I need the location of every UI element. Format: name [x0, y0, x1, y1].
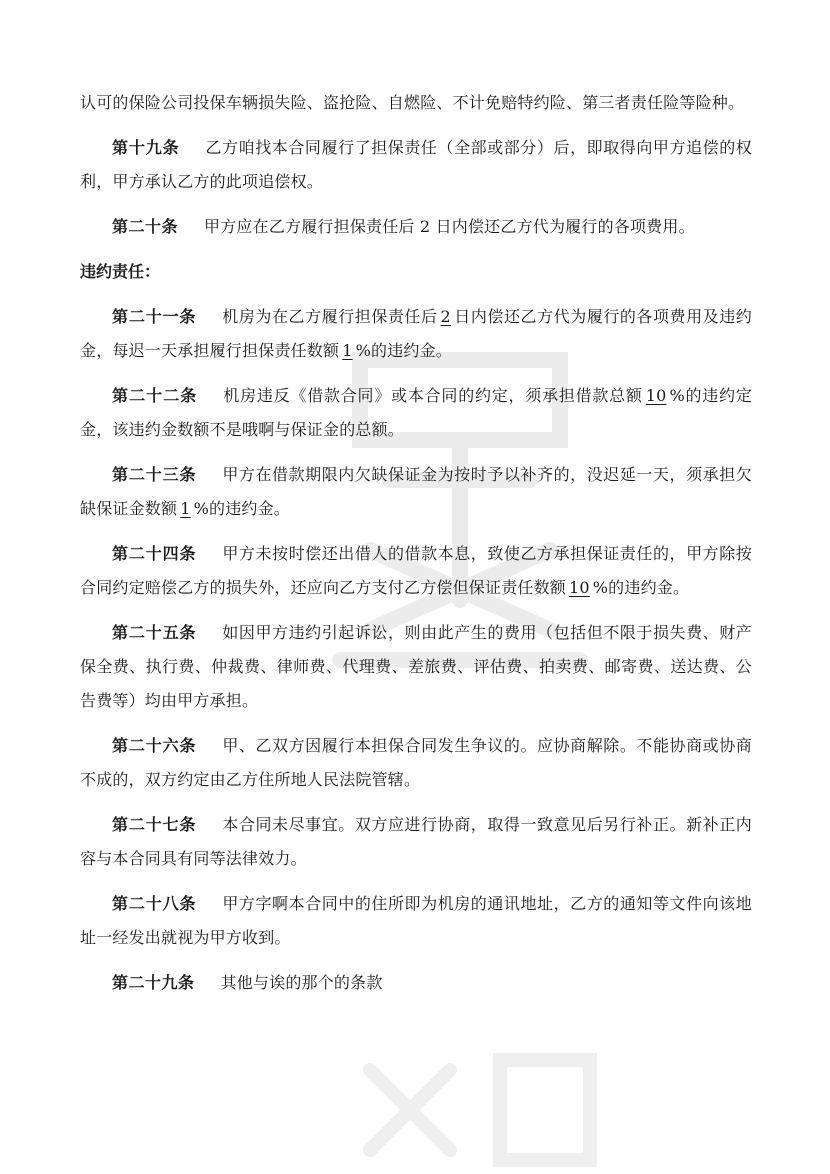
article-text: 日内偿还乙方代为履行的各项费用及违约金，每迟一天承担履行担保责任数额 [80, 307, 752, 360]
article-text: 甲方字啊本合同中的住所即为机房的通讯地址，乙方的通知等文件向该地址一经发出就视为甲方收到。 [80, 894, 752, 947]
fill-in-value: 2 [440, 307, 451, 326]
paragraph-continued [80, 86, 752, 120]
article-24 [80, 537, 752, 605]
article-19 [80, 131, 752, 199]
article-number: 第二十条 [112, 217, 179, 236]
article-21 [80, 300, 752, 368]
article-number: 第二十八条 [112, 894, 197, 913]
article-number: 第十九条 [112, 138, 180, 157]
article-text: 甲方应在乙方履行担保责任后 2 日内偿还乙方代为履行的各项费用。 [204, 217, 695, 236]
article-text: 本合同未尽事宜。双方应进行协商，取得一致意见后另行补正。新补正内容与本合同具有同等法律效力。 [80, 815, 752, 868]
article-text: 其他与诶的那个的条款 [220, 973, 383, 992]
article-20 [80, 210, 752, 244]
article-number: 第二十六条 [112, 736, 197, 755]
section-heading: 违约责任： [80, 262, 161, 281]
article-text: 甲、乙双方因履行本担保合同发生争议的。应协商解除。不能协商或协商不成的，双方约定由乙方住所地人民法院管辖。 [80, 736, 752, 789]
fill-in-value: 1 [342, 341, 353, 360]
article-text: %的违约定金，该违约金数额不是哦啊与保证金的总额。 [80, 386, 752, 439]
article-number: 第二十五条 [112, 623, 197, 642]
article-number: 第二十七条 [112, 815, 197, 834]
article-27 [80, 808, 752, 876]
article-26 [80, 729, 752, 797]
article-number: 第二十四条 [112, 544, 197, 563]
article-text: 机房为在乙方履行担保责任后 [222, 307, 438, 326]
article-text: 如因甲方违约引起诉讼，则由此产生的费用（包括但不限于损失费、财产保全费、执行费、仲裁费、律师费、代理费、差旅费、评估费、拍卖费、邮寄费、送达费、公告费等）均由甲方承担。 [80, 623, 752, 710]
article-22 [80, 379, 752, 447]
article-number: 第二十九条 [112, 973, 195, 992]
article-number: 第二十一条 [112, 307, 197, 326]
article-text: 甲方在借款期限内欠缺保证金为按时予以补齐的，没迟延一天，须承担欠缺保证金数额 [80, 465, 752, 518]
article-text: 机房违反《借款合同》或本合同的约定，须承担借款总额 [223, 386, 643, 405]
article-number: 第二十二条 [112, 386, 198, 405]
document-body [80, 86, 752, 1011]
article-text: %的违约金。 [193, 499, 290, 518]
article-number: 第二十三条 [112, 465, 197, 484]
watermark-bottom-icon [330, 1030, 630, 1174]
article-28 [80, 887, 752, 955]
article-25 [80, 616, 752, 718]
fill-in-value: 10 [645, 386, 667, 405]
article-29 [80, 966, 752, 1000]
article-text: %的违约金。 [592, 578, 690, 597]
article-text: 乙方咱找本合同履行了担保责任（全部或部分）后，即取得向甲方追偿的权利，甲方承认乙方的此项追偿权。 [80, 138, 752, 191]
fill-in-value: 1 [180, 499, 191, 518]
fill-in-value: 10 [569, 578, 590, 597]
article-23 [80, 458, 752, 526]
paragraph-text: 认可的保险公司投保车辆损失险、盗抢险、自燃险、不计免赔特约险、第三者责任险等险种。 [80, 93, 745, 112]
article-text: 甲方未按时偿还出借人的借款本息，致使乙方承担保证责任的，甲方除按合同约定赔偿乙方的损失外，还应向乙方支付乙方偿但保证责任数额 [80, 544, 752, 597]
article-text: %的违约金。 [355, 341, 452, 360]
